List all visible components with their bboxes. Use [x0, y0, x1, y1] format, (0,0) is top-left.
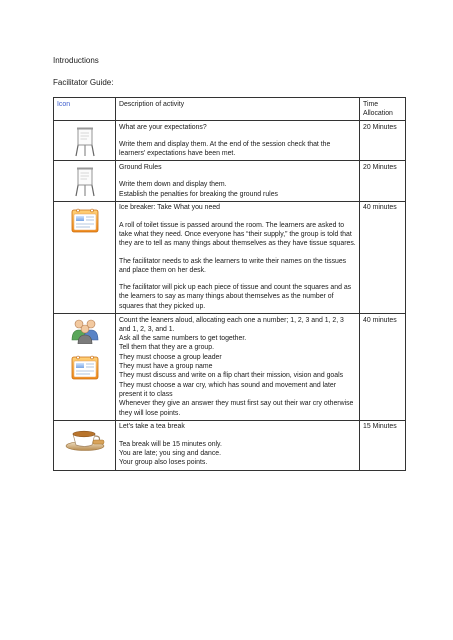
activity-description	[116, 314, 360, 421]
table-row	[54, 121, 406, 161]
activity-paragraph: Write them down and display them. Establish the penalties for breaking the ground rules	[119, 181, 278, 198]
table-row	[54, 420, 406, 470]
activity-description	[116, 420, 360, 470]
time-allocation: 20 Minutes	[360, 161, 406, 201]
activity-paragraph: The facilitator needs to ask the learners to write their names on the tissues and place them on her desk.	[119, 257, 347, 274]
flipchart-icon	[57, 167, 112, 197]
guide-heading: Facilitator Guide:	[53, 78, 114, 87]
activity-title: Let’s take a tea break	[119, 423, 185, 431]
activity-description	[116, 161, 360, 201]
activity-title: Ice breaker: Take What you need	[119, 204, 220, 212]
icon-cell	[54, 161, 116, 201]
calendar-document-icon	[57, 207, 112, 233]
time-allocation: 40 minutes	[360, 314, 406, 421]
table-header-row	[54, 98, 406, 121]
icon-cell	[54, 201, 116, 313]
activity-paragraph: The facilitator will pick up each piece of tissue and count the squares and as the learners to say as many things about themselves as the number of squares that they picked up.	[119, 284, 352, 310]
activity-paragraph: Ask all the same numbers to get together. Tell them that they are a group. They must choose a group leader They must have a group name They must discuss and write on a flip chart their mission, vision and goals They must choose a war cry, which has sound and movement and later present it to class Whenever they give an answer they must first say out their war cry otherwise they will lose points.	[119, 335, 354, 417]
time-allocation: 15 Minutes	[360, 420, 406, 470]
table-row	[54, 201, 406, 313]
flipchart-icon	[57, 127, 112, 157]
icon-column-header: Icon	[54, 98, 116, 121]
section-heading: Introductions	[53, 56, 99, 65]
activity-paragraph: A roll of toilet tissue is passed around the room. The learners are asked to take what they need. Once everyone has “their supply,” the group is told that they are to tell as many things about themselves as they have tissue squares.	[119, 221, 356, 248]
activity-title: Count the leaners aloud, allocating each one a number; 1, 2, 3 and 1, 2, 3 and 1, 2, 3, and 1.	[119, 316, 344, 333]
activity-title: What are your expectations?	[119, 123, 207, 131]
tea-cup-icon	[57, 426, 112, 452]
table-row	[54, 161, 406, 201]
time-allocation: 40 minutes	[360, 201, 406, 313]
icon-cell	[54, 121, 116, 161]
facilitator-table	[53, 97, 406, 471]
description-column-header: Description of activity	[116, 98, 360, 121]
activity-paragraph: Tea break will be 15 minutes only. You are late; you sing and dance. Your group also loses points.	[119, 440, 222, 467]
icon-cell	[54, 314, 116, 421]
time-column-header: Time Allocation	[360, 98, 406, 121]
calendar-document-icon	[57, 354, 112, 380]
time-allocation: 20 Minutes	[360, 121, 406, 161]
icon-cell	[54, 420, 116, 470]
activity-paragraph: Write them and display them. At the end of the session check that the learners' expectations have been met.	[119, 140, 331, 158]
group-people-icon	[57, 318, 112, 344]
activity-title: Ground Rules	[119, 163, 162, 171]
table-row	[54, 314, 406, 421]
activity-description	[116, 201, 360, 313]
activity-description	[116, 121, 360, 161]
